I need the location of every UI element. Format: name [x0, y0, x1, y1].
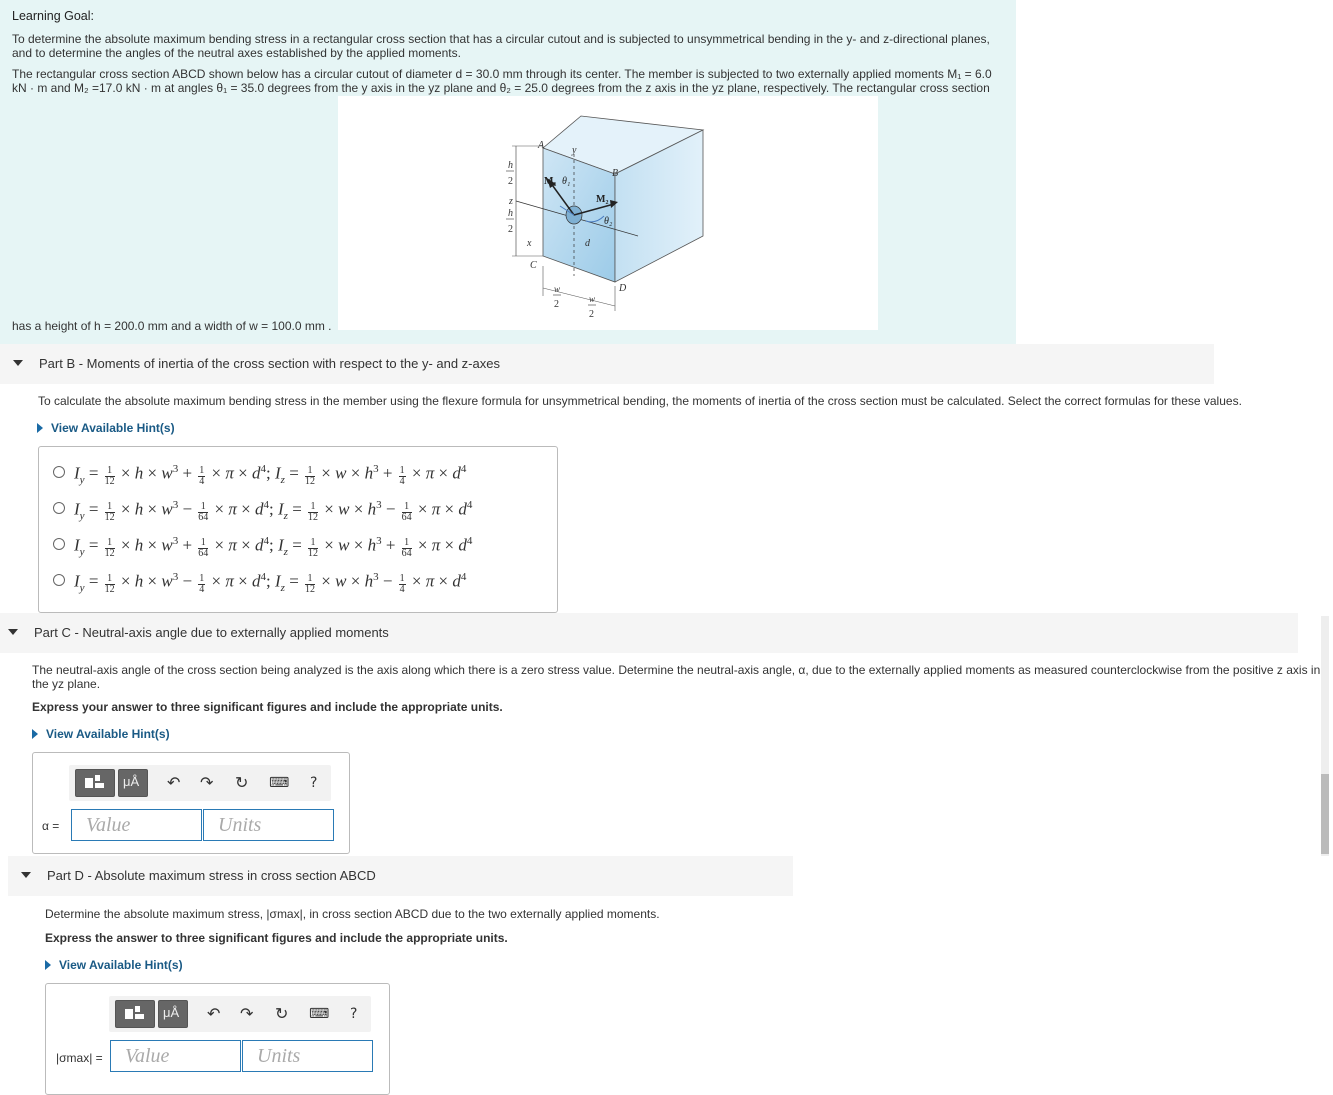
- caret-right-icon: [32, 729, 38, 739]
- reset-icon[interactable]: ↻: [235, 773, 249, 792]
- alpha-value-input[interactable]: Value: [71, 809, 202, 841]
- partB-option-4[interactable]: $I_y$ = $\frac{1}{12}$ × $h \times w^3$ − $\frac{1}{4}$ × $\pi \times d^4$; $I_z$ = $\frac{1}{12}$ × $w \times h^3$ − $\frac{1}{4}$ × $\pi \times d^4$: [53, 571, 466, 597]
- label-M1: M₁: [544, 176, 557, 187]
- partB-hint-link[interactable]: View Available Hint(s): [37, 421, 175, 435]
- redo-icon[interactable]: ↷: [240, 1004, 254, 1023]
- label-theta1: θ₁: [562, 176, 571, 187]
- partD-header[interactable]: [8, 856, 793, 896]
- templates-icon: [116, 1001, 154, 1027]
- label-h-top: h: [508, 160, 513, 171]
- units-icon: μÅ: [123, 774, 140, 789]
- label-d: d: [585, 238, 590, 249]
- partC-instruction: Express your answer to three significant figures and include the appropriate units.: [32, 700, 503, 714]
- partD-label: Part D: [47, 868, 84, 883]
- problem-description-line3: has a height of h = 200.0 mm and a width of w = 100.0 mm .: [12, 319, 332, 333]
- help-icon[interactable]: ?: [350, 1006, 358, 1022]
- label-D: D: [619, 283, 627, 294]
- partB-header[interactable]: [0, 344, 1214, 384]
- partB-option-1[interactable]: $I_y$ = $\frac{1}{12}$ × $h \times w^3$ + $\frac{1}{4}$ × $\pi \times d^4$; $I_z$ = $\frac{1}{12}$ × $w \times h^3$ + $\frac{1}{4}$ × $\pi \times d^4$: [53, 463, 466, 489]
- keyboard-icon[interactable]: ⌨: [269, 775, 290, 791]
- learning-goal-intro: To determine the absolute maximum bending stress in a rectangular cross section that has a circular cutout and is subjected to unsymmetrical bending in the y- and z-directional planes, and to determine the angles of the neutral axes established by the applied moments.: [12, 32, 990, 60]
- label-C: C: [530, 260, 537, 271]
- partC-text-line1: The neutral-axis angle of the cross section being analyzed is the axis along which there is a zero stress value. Determine the neutral-axis angle, α, due to the externally applied moments as measured counterclockwise from the positive z axis in: [32, 663, 1321, 677]
- label-M2: M₂: [596, 194, 609, 205]
- partB-title: - Moments of inertia of the cross section with respect to the y- and z-axes: [75, 356, 500, 371]
- alpha-units-input[interactable]: Units: [203, 809, 334, 841]
- label-z: z: [509, 196, 513, 207]
- problem-description-line2: kN · m and M₂ =17.0 kN · m at angles θ₁ = 35.0 degrees from the y axis in the yz plane and θ₂ = 25.0 degrees from the z axis in the yz plane, respectively. The rectangular cross section: [12, 81, 990, 95]
- label-theta2: θ₂: [604, 216, 613, 227]
- label-2-bottom: 2: [508, 224, 513, 235]
- label-w-left: w: [554, 284, 561, 294]
- learning-goal-panel: [0, 0, 1016, 344]
- radio-button[interactable]: [53, 466, 65, 478]
- units-button[interactable]: [118, 769, 148, 797]
- label-2-left: 2: [554, 299, 559, 310]
- problem-description-line1: The rectangular cross section ABCD shown below has a circular cutout of diameter d = 30.0 mm through its center. The member is subjected to two externally applied moments M₁ = 6.0: [12, 67, 992, 81]
- partC-answer-box: [32, 752, 350, 854]
- sigma-value-input[interactable]: Value: [110, 1040, 241, 1072]
- keyboard-icon[interactable]: ⌨: [309, 1006, 330, 1022]
- undo-icon[interactable]: ↶: [167, 773, 181, 792]
- label-w-right: w: [589, 294, 596, 304]
- label-B: B: [612, 168, 619, 179]
- partC-hint-link[interactable]: View Available Hint(s): [32, 727, 170, 741]
- scrollbar-thumb[interactable]: [1321, 774, 1329, 854]
- redo-icon[interactable]: ↷: [200, 773, 214, 792]
- collapse-caret-icon[interactable]: [13, 360, 23, 366]
- label-x: x: [527, 238, 532, 249]
- scrollbar[interactable]: [1321, 616, 1329, 856]
- partB-options-box: [38, 446, 558, 613]
- partD-instruction: Express the answer to three significant figures and include the appropriate units.: [45, 931, 508, 945]
- partC-title: - Neutral-axis angle due to externally applied moments: [70, 625, 389, 640]
- radio-button[interactable]: [53, 574, 65, 586]
- partC-label: Part C: [34, 625, 71, 640]
- templates-icon: [76, 770, 114, 796]
- radio-button[interactable]: [53, 502, 65, 514]
- partB-instruction: To calculate the absolute maximum bending stress in the member using the flexure formula for unsymmetrical bending, the moments of inertia of the cross section must be calculated. Select the correct formulas for these values.: [38, 394, 1242, 408]
- sigma-max-label: |σmax| =: [56, 1051, 103, 1065]
- label-y: y: [572, 145, 577, 156]
- partD-title: - Absolute maximum stress in cross section ABCD: [83, 868, 376, 883]
- templates-button[interactable]: [115, 1000, 155, 1028]
- partC-toolbar: [69, 765, 331, 801]
- label-2-right: 2: [589, 309, 594, 320]
- collapse-caret-icon[interactable]: [8, 629, 18, 635]
- units-icon: μÅ: [163, 1005, 180, 1020]
- partC-header[interactable]: [0, 613, 1298, 653]
- partB-option-3[interactable]: $I_y$ = $\frac{1}{12}$ × $h \times w^3$ + $\frac{1}{64}$ × $\pi \times d^4$; $I_z$ = $\frac{1}{12}$ × $w \times h^3$ + $\frac{1}{64}$ × $\pi \times d^4$: [53, 535, 472, 561]
- partC-text-line2: the yz plane.: [32, 677, 101, 691]
- units-button[interactable]: [158, 1000, 188, 1028]
- partD-answer-box: [45, 983, 390, 1095]
- beam-diagram: [338, 96, 878, 330]
- help-icon[interactable]: ?: [310, 775, 318, 791]
- caret-right-icon: [37, 423, 43, 433]
- partD-hint-link[interactable]: View Available Hint(s): [45, 958, 183, 972]
- undo-icon[interactable]: ↶: [207, 1004, 221, 1023]
- label-h-bottom: h: [508, 208, 513, 219]
- label-A: A: [538, 140, 545, 151]
- partD-toolbar: [109, 996, 371, 1032]
- cross-section-figure: [338, 96, 878, 330]
- caret-right-icon: [45, 960, 51, 970]
- templates-button[interactable]: [75, 769, 115, 797]
- learning-goal-title: Learning Goal:: [12, 9, 95, 23]
- sigma-units-input[interactable]: Units: [242, 1040, 373, 1072]
- alpha-label: α =: [42, 819, 60, 833]
- label-2-top: 2: [508, 176, 513, 187]
- partB-option-2[interactable]: $I_y$ = $\frac{1}{12}$ × $h \times w^3$ − $\frac{1}{64}$ × $\pi \times d^4$; $I_z$ = $\frac{1}{12}$ × $w \times h^3$ − $\frac{1}{64}$ × $\pi \times d^4$: [53, 499, 472, 525]
- partD-text: Determine the absolute maximum stress, |σmax|, in cross section ABCD due to the two externally applied moments.: [45, 907, 660, 921]
- reset-icon[interactable]: ↻: [275, 1004, 289, 1023]
- collapse-caret-icon[interactable]: [21, 872, 31, 878]
- radio-button[interactable]: [53, 538, 65, 550]
- partB-label: Part B: [39, 356, 76, 371]
